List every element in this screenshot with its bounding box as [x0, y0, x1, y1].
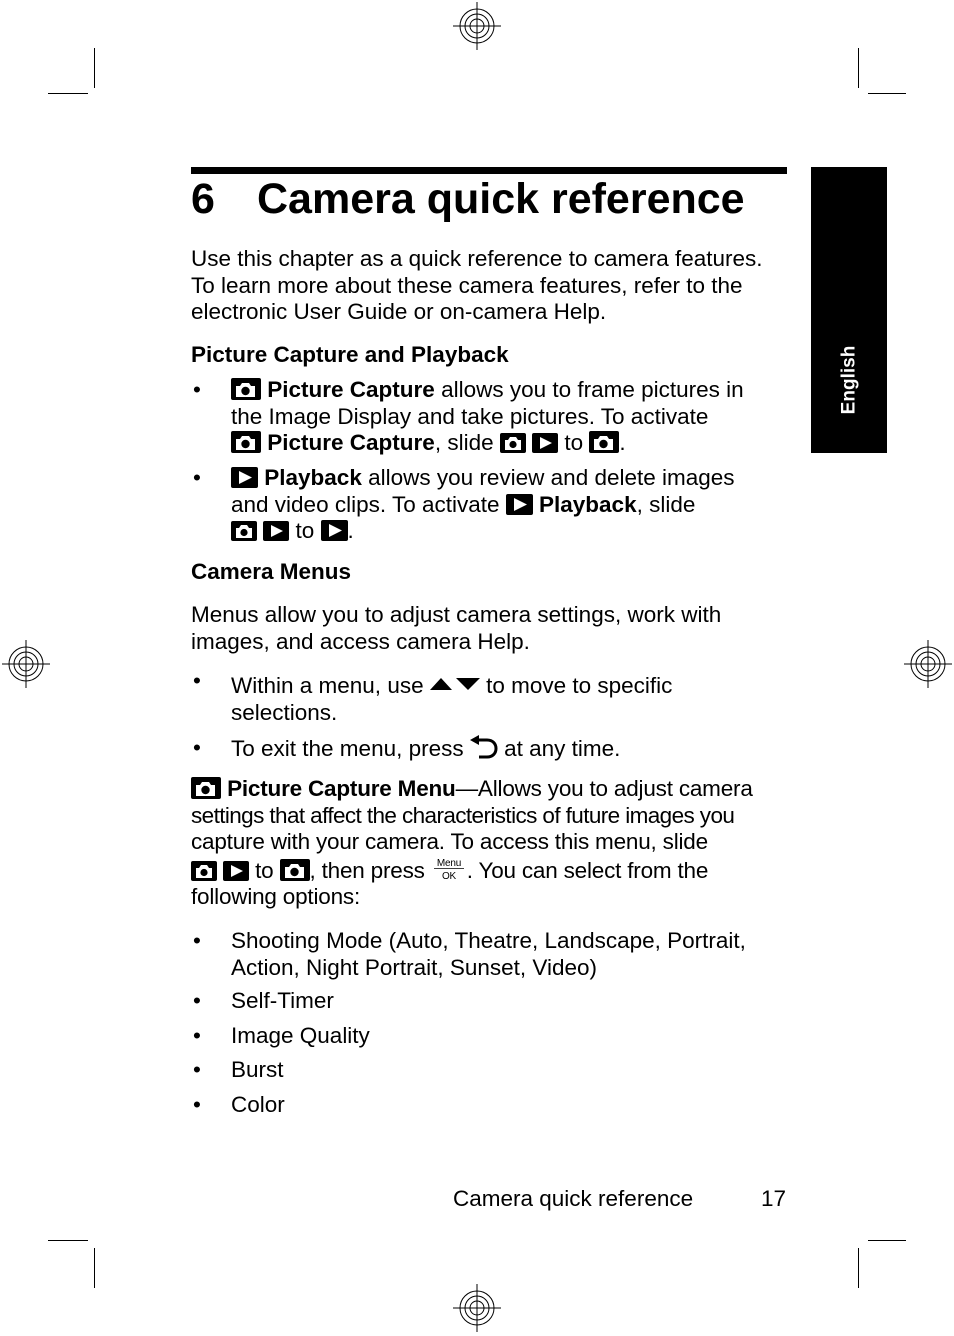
- capture-menu-paragraph: Picture Capture Menu—Allows you to adjust camera settings that affect the characteristics of future images you capture with your camera. To access this menu, slide to , then press Menu OK . You can select from the following options:: [191, 776, 753, 910]
- camera-icon: [589, 431, 619, 453]
- crop-mark: [858, 48, 859, 88]
- option-image-quality: Image Quality: [231, 1023, 370, 1048]
- camera-icon: [191, 777, 221, 799]
- ok-label: OK: [441, 870, 456, 880]
- crop-mark: [94, 1248, 95, 1288]
- section-heading-picture-capture: Picture Capture and Playback: [191, 342, 509, 367]
- list-item-exit-menu: To exit the menu, press at any time.: [231, 736, 621, 761]
- footer-title: Camera quick reference: [453, 1186, 694, 1211]
- menu-ok-button-icon: [431, 856, 467, 880]
- crop-mark: [868, 1240, 906, 1241]
- crop-mark: [868, 93, 906, 94]
- crop-mark: [48, 93, 88, 94]
- bullet: •: [193, 1092, 201, 1117]
- camera-icon: [500, 433, 526, 453]
- registration-mark-icon: [451, 1282, 503, 1334]
- bullet: •: [193, 465, 201, 490]
- bullet: •: [193, 1023, 201, 1048]
- section-heading-camera-menus: Camera Menus: [191, 559, 352, 584]
- chapter-number: 6: [191, 175, 215, 223]
- list-item-picture-capture: Picture Capture allows you to frame pictures in the Image Display and take pictures. To activate Picture Capture, slide to .: [231, 377, 744, 456]
- option-self-timer: Self-Timer: [231, 988, 334, 1013]
- option-shooting-mode: Shooting Mode (Auto, Theatre, Landscape, Portrait, Action, Night Portrait, Sunset, Video): [231, 928, 746, 980]
- language-tab-label: English: [838, 345, 859, 415]
- menu-label: Menu: [436, 857, 461, 869]
- camera-icon: [191, 861, 217, 881]
- camera-icon: [280, 859, 310, 881]
- page-number: 17: [761, 1186, 787, 1211]
- crop-mark: [94, 48, 95, 88]
- registration-mark-icon: [451, 0, 503, 52]
- camera-icon: [231, 431, 261, 453]
- bullet: •: [193, 1057, 201, 1082]
- playback-icon: [231, 467, 258, 488]
- crop-mark: [858, 1248, 859, 1288]
- playback-icon: [321, 520, 348, 541]
- playback-icon: [506, 494, 533, 515]
- back-arrow-icon: [470, 735, 498, 759]
- up-down-arrows-icon: [430, 677, 480, 691]
- menus-paragraph: Menus allow you to adjust camera settings, work with images, and access camera Help.: [191, 602, 722, 654]
- bullet: •: [193, 988, 201, 1013]
- playback-icon: [532, 433, 558, 453]
- playback-icon: [263, 521, 289, 541]
- crop-mark: [48, 1240, 88, 1241]
- list-item-playback: Playback allows you review and delete images and video clips. To activate Playback, slide to .: [231, 465, 735, 544]
- camera-icon: [231, 378, 261, 400]
- bullet: •: [193, 377, 201, 402]
- intro-paragraph: Use this chapter as a quick reference to camera features. To learn more about these camera features, refer to the electronic User Guide or on-camera Help.: [191, 246, 763, 325]
- chapter-title: Camera quick reference: [257, 175, 745, 223]
- registration-mark-icon: [902, 638, 954, 690]
- bullet: •: [193, 668, 201, 693]
- option-color: Color: [231, 1092, 285, 1117]
- chapter-heading: [191, 172, 811, 226]
- playback-icon: [223, 861, 249, 881]
- bullet: •: [193, 928, 201, 953]
- camera-icon: [231, 521, 257, 541]
- option-burst: Burst: [231, 1057, 284, 1082]
- list-item-menu-navigation: Within a menu, use to move to specific selections.: [231, 673, 673, 725]
- registration-mark-icon: [0, 638, 52, 690]
- bullet: •: [193, 735, 201, 760]
